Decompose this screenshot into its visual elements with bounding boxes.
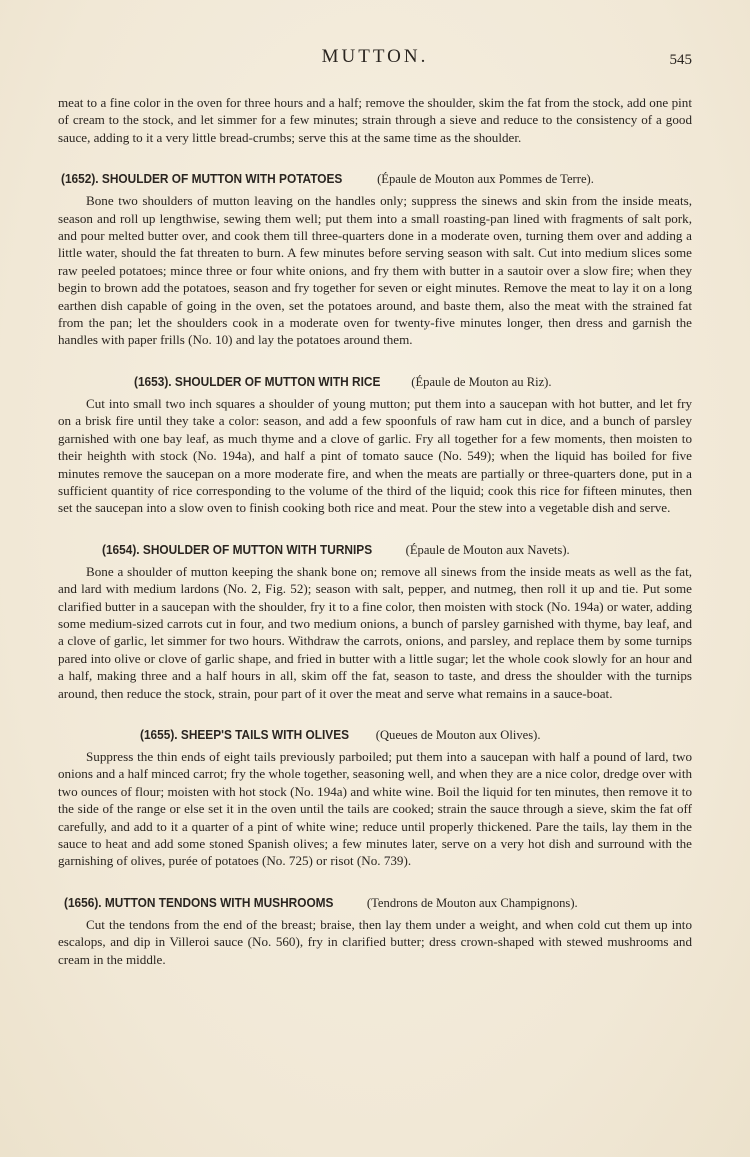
recipe-french-title: (Épaule de Mouton aux Pommes de Terre). [377, 172, 594, 187]
recipe-1652 [58, 170, 692, 349]
recipe-1655 [58, 726, 692, 870]
recipe-1654 [58, 541, 692, 702]
recipe-title: (1654). SHOULDER OF MUTTON WITH TURNIPS [102, 541, 373, 557]
recipe-text: Cut into small two inch squares a shoulder of young mutton; put them into a saucepan with hot butter, and let fry on a brisk fire until they take a color: season, and add a few spoonfuls of raw ham cut in dice, and a bunch of parsley garnished with one bay leaf, as much thyme and a clove of garlic. Fry all together for a few moments, then moisten to their heighth with stock (No. 194a), and half a pint of tomato sauce (No. 549); when the liquid has boiled for five minutes remove the saucepan on a more moderate fire, and when the meats are partially or three-quarters done, put in a sufficient quantity of rice corresponding to the volume of the third of the liquid; cook this rice for fifteen minutes, then set the saucepan into a slow oven to finish cooking both rice and meat. Pour the stew into a vegetable dish and serve. [58, 395, 692, 516]
recipe-heading [58, 726, 692, 745]
recipe-title: (1655). SHEEP'S TAILS WITH OLIVES [140, 726, 350, 742]
recipe-text: Suppress the thin ends of eight tails previously parboiled; put them into a saucepan with half a pound of lard, two onions and a half minced carrot; fry the whole together, seasoning well, and when they are a nice color, dredge over with two ounces of flour; moisten with hot stock (No. 194a) and white wine. Boil the liquid for ten minutes, then remove it to the side of the range or else set it in the oven until the tails are cooked; strain the sauce through a sieve, skim the fat off carefully, and add to it a quarter of a pint of white wine; reduce until properly thickened. Pare the tails, lay them in the sauce to heat and add some stoned Spanish olives; a few minutes later, serve on a very hot dish and surround with the garnishing of olives, purée of potatoes (No. 725) or risot (No. 739). [58, 748, 692, 869]
recipe-heading [58, 373, 692, 392]
recipe-text: Bone a shoulder of mutton keeping the shank bone on; remove all sinews from the inside meats as well as the fat, and lard with medium lardons (No. 2, Fig. 52); season with salt, pepper, and nutmeg, then roll it up and tie. Put some clarified butter in a saucepan with the shoulder, fry it to a fine color, then moisten with stock (No. 194a) or water, adding some medium-sized carrots cut in four, and two medium onions, a bunch of parsley garnished with thyme, bay leaf, and a clove of garlic, let simmer for two hours. Withdraw the carrots, onions, and parsley, and replace them by some turnips pared into olive or clove of garlic shape, and fried in butter with a little sugar; let the whole cook slowly for an hour and a half, making three and a half hours in all, skim off the fat, season to taste, and dress the shoulder with the turnips around, then reduce the stock, strain, pour part of it over the meat and serve what remains in a sauce-boat. [58, 563, 692, 701]
continuation-paragraph: meat to a fine color in the oven for three hours and a half; remove the shoulder, skim the fat from the stock, add one pint of cream to the stock, and let simmer for a few minutes; strain through a sieve and reduce to the consistency of a good sauce, adding to it a very little bread-crumbs; serve this at the same time as the shoulder. [58, 95, 692, 145]
recipe-heading [58, 170, 692, 189]
recipe-french-title: (Épaule de Mouton aux Navets). [405, 542, 570, 557]
recipe-1656 [58, 894, 692, 968]
recipe-1653 [58, 373, 692, 517]
recipe-title: (1656). MUTTON TENDONS WITH MUSHROOMS [64, 894, 334, 910]
recipe-text: Bone two shoulders of mutton leaving on the handles only; suppress the sinews and skin from the inside meats, season and roll up lengthwise, sewing them well; put them into a small roasting-pan lined with fragments of salt pork, and pour melted butter over, and cook them till three-quarters done in a moderate oven, turning them over and adding a little water, should the fat threaten to burn. A few minutes before serving season with salt. Cut into medium slices some raw peeled potatoes; mince three or four white onions, and fry them with butter in a sautoir over a slow fire; when they begin to brown add the potatoes, season and fry together for seven or eight minutes. Remove the meat to lay it on a long earthen dish capable of going in the oven, set the potatoes around, and baste them, also the meat with the strained fat from the pan; let the shoulders cook in a moderate oven for twenty-five minutes longer, then dress and garnish the handles with paper frills (No. 10) and lay the potatoes around them. [58, 193, 692, 348]
running-title: MUTTON. [321, 46, 429, 67]
recipe-heading [58, 894, 692, 913]
book-page [58, 46, 692, 968]
recipe-text: Cut the tendons from the end of the breast; braise, then lay them under a weight, and when cold cut them up into escalops, and dip in Villeroi sauce (No. 560), fry in clarified butter; dress crown-shaped with stewed mushrooms and cream in the middle. [58, 916, 692, 967]
recipe-title: (1653). SHOULDER OF MUTTON WITH RICE [134, 373, 381, 389]
recipe-french-title: (Queues de Mouton aux Olives). [375, 727, 541, 742]
page-number: 545 [669, 52, 692, 68]
recipe-title: (1652). SHOULDER OF MUTTON WITH POTATOES [61, 171, 343, 187]
recipe-french-title: (Tendrons de Mouton aux Champignons). [366, 895, 578, 910]
recipe-heading [58, 541, 692, 560]
page-header [58, 46, 692, 76]
recipe-french-title: (Épaule de Mouton au Riz). [411, 374, 552, 389]
